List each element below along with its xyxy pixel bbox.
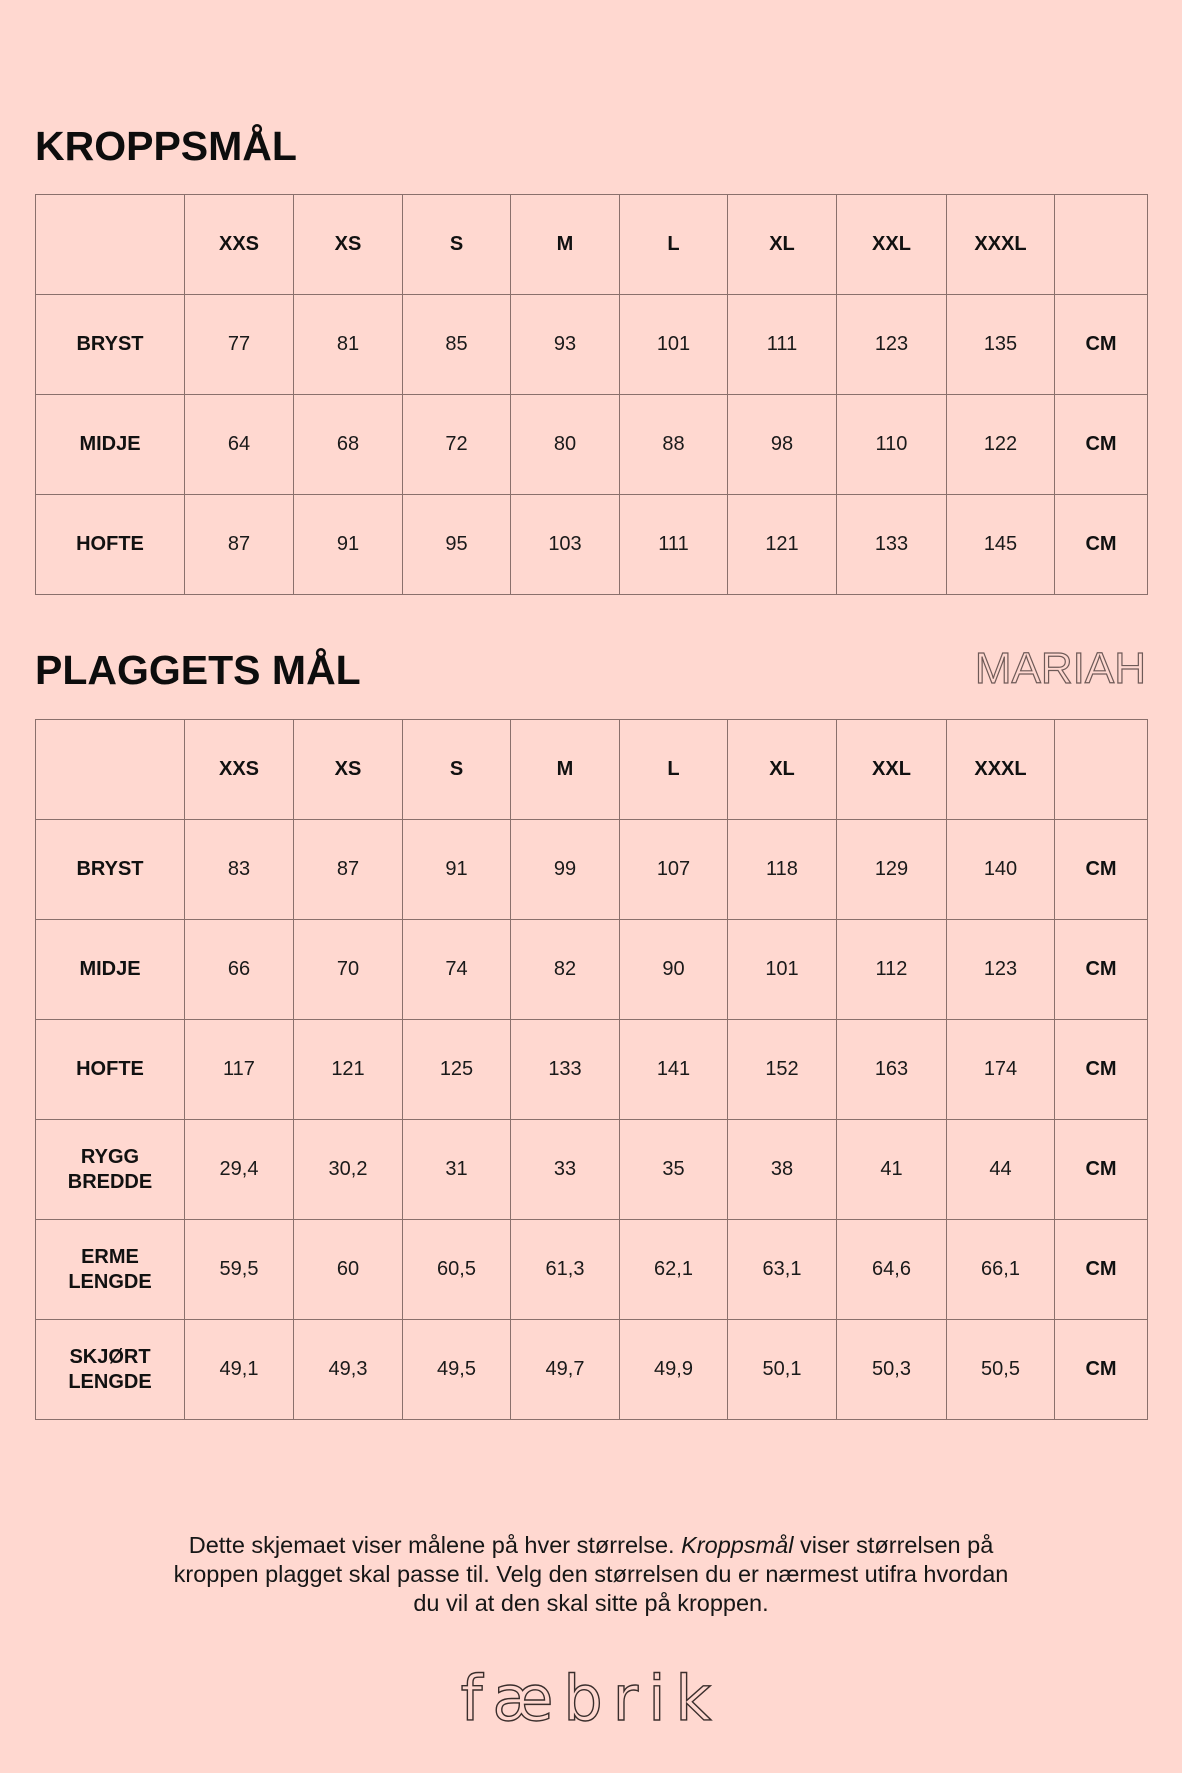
garment-measurements-title: PLAGGETS MÅL xyxy=(35,647,361,693)
measurement-value: 50,3 xyxy=(837,1320,947,1420)
measurement-value: 101 xyxy=(620,295,728,395)
measurement-value: 123 xyxy=(837,295,947,395)
measurement-value: 88 xyxy=(620,395,728,495)
size-header: L xyxy=(620,195,728,295)
size-header: XXXL xyxy=(947,720,1055,820)
measurement-value: 123 xyxy=(947,920,1055,1020)
body-measurements-rows xyxy=(36,295,1148,595)
measurement-value: 87 xyxy=(294,820,403,920)
table-row xyxy=(36,395,1148,495)
description-text: Dette skjemaet viser målene på hver størrelse. xyxy=(188,1531,682,1558)
measurement-value: 31 xyxy=(403,1120,511,1220)
size-header: XL xyxy=(728,195,837,295)
garment-measurements-rows xyxy=(36,820,1148,1420)
measurement-value: 99 xyxy=(511,820,620,920)
size-header: XS xyxy=(294,195,403,295)
measurement-value: 121 xyxy=(294,1020,403,1120)
measurement-value: 66,1 xyxy=(947,1220,1055,1320)
description-text: viser størrelsen på xyxy=(793,1531,994,1558)
measurement-value: 174 xyxy=(947,1020,1055,1120)
measurement-value: 60,5 xyxy=(403,1220,511,1320)
measurement-value: 101 xyxy=(728,920,837,1020)
row-label-text: BRYST xyxy=(76,858,144,880)
size-header: S xyxy=(403,720,511,820)
measurement-value: 74 xyxy=(403,920,511,1020)
measurement-value: 133 xyxy=(837,495,947,595)
measurement-value: 107 xyxy=(620,820,728,920)
row-label-text: LENGDE xyxy=(68,1370,152,1393)
measurement-value: 77 xyxy=(185,295,294,395)
measurement-value: 61,3 xyxy=(511,1220,620,1320)
row-label-text: MIDJE xyxy=(79,433,141,455)
measurement-value: 95 xyxy=(403,495,511,595)
measurement-value: 93 xyxy=(511,295,620,395)
row-label-text: RYGG xyxy=(80,1145,140,1168)
size-header: XXS xyxy=(185,195,294,295)
measurement-value: 49,9 xyxy=(620,1320,728,1420)
measurement-value: 117 xyxy=(185,1020,294,1120)
size-guide-description xyxy=(0,1531,1182,1618)
table-row xyxy=(36,1320,1148,1420)
unit-label: CM xyxy=(1055,1020,1148,1120)
empty-corner-cell xyxy=(36,720,185,820)
measurement-value: 118 xyxy=(728,820,837,920)
measurement-value: 90 xyxy=(620,920,728,1020)
body-measurements-table xyxy=(35,194,1148,595)
measurement-value: 33 xyxy=(511,1120,620,1220)
unit-label: CM xyxy=(1055,495,1148,595)
measurement-value: 83 xyxy=(185,820,294,920)
measurement-value: 62,1 xyxy=(620,1220,728,1320)
measurement-value: 133 xyxy=(511,1020,620,1120)
measurement-value: 50,5 xyxy=(947,1320,1055,1420)
brand-logo: fæbrik xyxy=(460,1662,722,1735)
measurement-value: 122 xyxy=(947,395,1055,495)
table-row xyxy=(36,495,1148,595)
size-header: S xyxy=(403,195,511,295)
measurement-value: 41 xyxy=(837,1120,947,1220)
row-label xyxy=(36,395,185,495)
table-row xyxy=(36,295,1148,395)
measurement-value: 80 xyxy=(511,395,620,495)
size-header: XXL xyxy=(837,720,947,820)
table-row xyxy=(36,1120,1148,1220)
size-header: M xyxy=(511,195,620,295)
measurement-value: 63,1 xyxy=(728,1220,837,1320)
unit-label: CM xyxy=(1055,920,1148,1020)
measurement-value: 129 xyxy=(837,820,947,920)
description-line-3: du vil at den skal sitte på kroppen. xyxy=(413,1589,769,1616)
row-label-text: ERME xyxy=(81,1245,139,1268)
measurement-value: 44 xyxy=(947,1120,1055,1220)
measurement-value: 111 xyxy=(728,295,837,395)
measurement-value: 85 xyxy=(403,295,511,395)
size-header: XS xyxy=(294,720,403,820)
size-header: XXS xyxy=(185,720,294,820)
row-label xyxy=(36,495,185,595)
row-label-text: HOFTE xyxy=(76,533,144,555)
description-line-2: kroppen plagget skal passe til. Velg den størrelsen du er nærmest utifra hvordan xyxy=(173,1560,1009,1587)
measurement-value: 59,5 xyxy=(185,1220,294,1320)
measurement-value: 50,1 xyxy=(728,1320,837,1420)
measurement-value: 72 xyxy=(403,395,511,495)
row-label-text: BREDDE xyxy=(67,1170,153,1193)
measurement-value: 35 xyxy=(620,1120,728,1220)
unit-label: CM xyxy=(1055,820,1148,920)
measurement-value: 111 xyxy=(620,495,728,595)
measurement-value: 91 xyxy=(294,495,403,595)
row-label xyxy=(36,1220,185,1320)
measurement-value: 112 xyxy=(837,920,947,1020)
measurement-value: 145 xyxy=(947,495,1055,595)
measurement-value: 91 xyxy=(403,820,511,920)
description-line-1 xyxy=(0,1531,1182,1560)
empty-corner-cell xyxy=(36,195,185,295)
measurement-value: 38 xyxy=(728,1120,837,1220)
measurement-value: 125 xyxy=(403,1020,511,1120)
measurement-value: 49,1 xyxy=(185,1320,294,1420)
unit-label: CM xyxy=(1055,395,1148,495)
measurement-value: 152 xyxy=(728,1020,837,1120)
measurement-value: 141 xyxy=(620,1020,728,1120)
measurement-value: 49,3 xyxy=(294,1320,403,1420)
table-header-row xyxy=(36,195,1148,295)
row-label xyxy=(36,1020,185,1120)
measurement-value: 49,5 xyxy=(403,1320,511,1420)
table-header-row xyxy=(36,720,1148,820)
size-header: XXL xyxy=(837,195,947,295)
table-row xyxy=(36,920,1148,1020)
row-label xyxy=(36,1120,185,1220)
table-row xyxy=(36,1220,1148,1320)
size-header: L xyxy=(620,720,728,820)
row-label-text: BRYST xyxy=(76,333,144,355)
row-label-text: LENGDE xyxy=(68,1270,152,1293)
unit-label: CM xyxy=(1055,1220,1148,1320)
measurement-value: 135 xyxy=(947,295,1055,395)
row-label-text: MIDJE xyxy=(79,958,141,980)
body-measurements-title: KROPPSMÅL xyxy=(35,123,297,169)
description-emphasis: Kroppsmål xyxy=(681,1531,794,1558)
measurement-value: 68 xyxy=(294,395,403,495)
row-label xyxy=(36,1320,185,1420)
unit-label: CM xyxy=(1055,295,1148,395)
measurement-value: 60 xyxy=(294,1220,403,1320)
unit-label: CM xyxy=(1055,1320,1148,1420)
measurement-value: 110 xyxy=(837,395,947,495)
row-label-text: SKJØRT xyxy=(69,1345,151,1368)
size-header: M xyxy=(511,720,620,820)
measurement-value: 30,2 xyxy=(294,1120,403,1220)
measurement-value: 87 xyxy=(185,495,294,595)
row-label xyxy=(36,820,185,920)
row-label xyxy=(36,295,185,395)
table-row xyxy=(36,820,1148,920)
measurement-value: 82 xyxy=(511,920,620,1020)
size-header: XXXL xyxy=(947,195,1055,295)
empty-unit-header xyxy=(1055,720,1148,820)
pattern-name-label: MARIAH xyxy=(974,644,1146,693)
measurement-value: 64,6 xyxy=(837,1220,947,1320)
row-label xyxy=(36,920,185,1020)
measurement-value: 70 xyxy=(294,920,403,1020)
measurement-value: 64 xyxy=(185,395,294,495)
measurement-value: 66 xyxy=(185,920,294,1020)
measurement-value: 121 xyxy=(728,495,837,595)
measurement-value: 140 xyxy=(947,820,1055,920)
garment-measurements-table xyxy=(35,719,1148,1420)
measurement-value: 103 xyxy=(511,495,620,595)
measurement-value: 29,4 xyxy=(185,1120,294,1220)
measurement-value: 81 xyxy=(294,295,403,395)
unit-label: CM xyxy=(1055,1120,1148,1220)
empty-unit-header xyxy=(1055,195,1148,295)
measurement-value: 49,7 xyxy=(511,1320,620,1420)
measurement-value: 163 xyxy=(837,1020,947,1120)
size-header: XL xyxy=(728,720,837,820)
table-row xyxy=(36,1020,1148,1120)
row-label-text: HOFTE xyxy=(76,1058,144,1080)
measurement-value: 98 xyxy=(728,395,837,495)
